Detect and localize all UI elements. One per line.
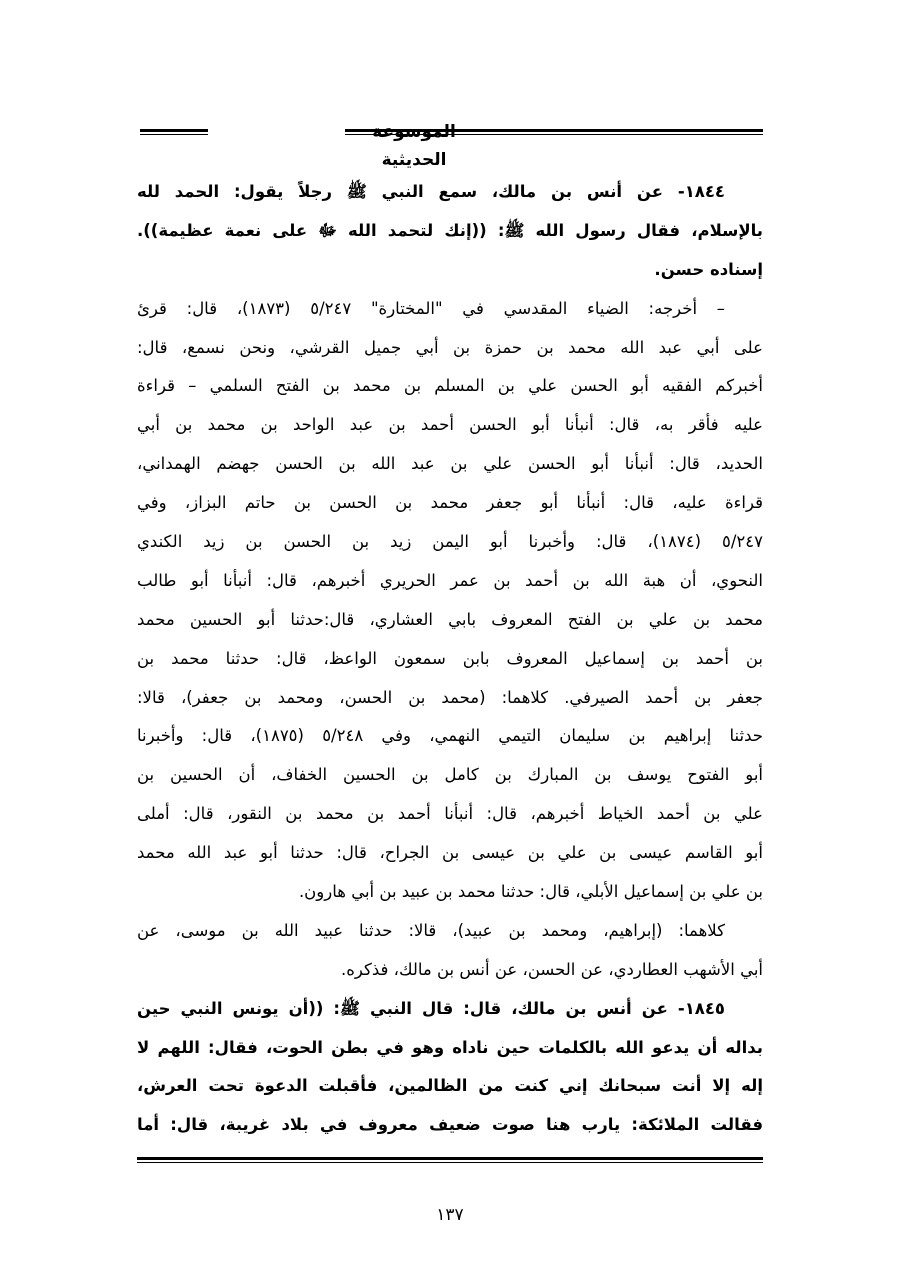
text-line: – أخرجه: الضياء المقدسي في "المختارة" ٥/٢٤٧ (١٨٧٣)، قال: قرئ xyxy=(137,298,726,318)
footer-rule xyxy=(137,1157,763,1163)
hadith-paragraph xyxy=(137,173,763,290)
text-line: أبي الأشهب العطاردي، عن الحسن، عن أنس بن مالك، فذكره. xyxy=(340,959,763,979)
text-line: الحديد، قال: أنبأنا أبو الحسن علي بن عبد الله بن الحسن جهضم الهمداني، xyxy=(137,454,763,474)
text-line: قراءة عليه، قال: أنبأنا أبو جعفر محمد بن الحسن بن حاتم البزاز، وفي xyxy=(137,493,763,513)
text-line: على أبي عبد الله محمد بن حمزة بن أبي جميل القرشي، ونحن نسمع، قال: xyxy=(137,337,763,357)
commentary-paragraph xyxy=(137,290,763,912)
page-body xyxy=(137,173,763,1145)
running-header xyxy=(137,118,763,170)
text-line: كلاهما: (إبراهيم، ومحمد بن عبيد)، قالا: حدثنا عبيد الله بن موسى، عن xyxy=(137,920,725,940)
text-line: ٥/٢٤٧ (١٨٧٤)، قال: وأخبرنا أبو اليمن زيد بن الحسن بن زيد الكندي xyxy=(137,532,763,552)
header-rule-left xyxy=(140,129,208,135)
text-line: إله إلا أنت سبحانك إني كنت من الظالمين، فأقبلت الدعوة تحت العرش، xyxy=(137,1076,763,1096)
text-line: بن أحمد بن إسماعيل المعروف بابن سمعون الواعظ، قال: حدثنا محمد بن xyxy=(137,648,763,668)
hadith-paragraph xyxy=(137,990,763,1146)
text-line: ١٨٤٥- عن أنس بن مالك، قال: قال النبي ﷺ: ((أن يونس النبي حين xyxy=(137,998,725,1018)
page-number: ١٣٧ xyxy=(436,1205,464,1225)
text-line: محمد بن علي بن الفتح المعروف بابي العشاري، قال:حدثنا أبو الحسين محمد xyxy=(137,609,763,629)
text-line: جعفر بن أحمد الصيرفي. كلاهما: (محمد بن الحسن، ومحمد بن جعفر)، قالا: xyxy=(137,687,763,707)
text-line: أبو الفتوح يوسف بن المبارك بن كامل بن الحسين الخفاف، أن الحسين بن xyxy=(137,765,763,785)
text-line: أبو القاسم عيسى بن علي بن عيسى بن الجراح، قال: حدثنا أبو عبد الله محمد xyxy=(137,843,763,863)
header-title: الموسوعة الحديثية xyxy=(372,122,456,170)
commentary-paragraph xyxy=(137,912,763,990)
text-line: بداله أن يدعو الله بالكلمات حين ناداه وهو في بطن الحوت، فقال: اللهم لا xyxy=(137,1037,763,1057)
text-line: حدثنا إبراهيم بن سليمان التيمي النهمي، وفي ٥/٢٤٨ (١٨٧٥)، قال: وأخبرنا xyxy=(137,726,763,746)
text-line: علي بن أحمد الخياط أخبرهم، قال: أنبأنا أحمد بن محمد بن النقور، قال: أملى xyxy=(137,804,763,824)
text-line: أخبركم الفقيه أبو الحسن علي بن المسلم بن محمد بن الفتح السلمي – قراءة xyxy=(137,376,763,396)
text-line: عليه فأقر به، قال: أنبأنا أبو الحسن أحمد بن عبد الواحد بن محمد بن أبي xyxy=(137,415,763,435)
text-line: ١٨٤٤- عن أنس بن مالك، سمع النبي ﷺ رجلاً يقول: الحمد لله xyxy=(137,182,725,201)
text-line: إسناده حسن. xyxy=(654,259,763,279)
text-line: النحوي، أن هبة الله بن أحمد بن عمر الحريري أخبرهم، قال: أنبأنا أبو طالب xyxy=(137,570,763,590)
text-line: بالإسلام، فقال رسول الله ﷺ: ((إنك لتحمد الله ﷻ على نعمة عظيمة)). xyxy=(137,220,763,240)
text-line: فقالت الملائكة: يارب هنا صوت ضعيف معروف في بلاد غريبة، قال: أما xyxy=(137,1115,763,1135)
text-line: بن علي بن إسماعيل الأبلي، قال: حدثنا محمد بن عبيد بن أبي هارون. xyxy=(298,882,763,902)
